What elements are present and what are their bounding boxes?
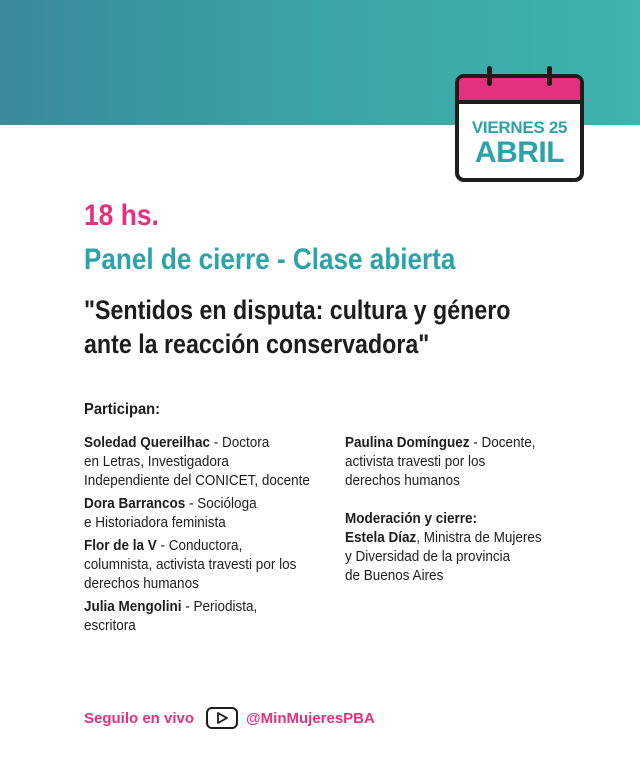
calendar-day: VIERNES 25 [471, 118, 568, 137]
participant-name: Dora Barrancos [84, 495, 186, 512]
participant-desc: columnista, activista travesti por los [84, 556, 297, 573]
participant-desc: - Socióloga [185, 495, 257, 512]
participants-label: Participan: [84, 401, 161, 418]
participant-desc: e Historiadora feminista [84, 514, 226, 531]
participant-paulina [345, 433, 585, 490]
participant-desc: derechos humanos [345, 472, 460, 489]
calendar-ring-right [547, 66, 552, 86]
calendar-icon [455, 74, 584, 182]
participant-name: Soledad Quereilhac [84, 434, 211, 451]
footer [84, 704, 375, 732]
calendar-header-bar [459, 78, 580, 104]
calendar-month: ABRIL [474, 136, 565, 169]
participant-flor [84, 536, 334, 593]
participant-name: Flor de la V [84, 537, 157, 554]
event-time: 18 hs. [84, 199, 159, 232]
participant-julia [84, 597, 334, 635]
participant-desc: en Letras, Investigadora [84, 453, 229, 470]
participant-soledad [84, 433, 334, 490]
participant-desc: Independiente del CONICET, docente [84, 472, 310, 489]
follow-live-text: Seguilo en vivo [84, 709, 195, 727]
moderator-name: Estela Díaz [345, 529, 417, 546]
moderator-desc: , Ministra de Mujeres [416, 529, 542, 546]
moderator [345, 528, 585, 585]
panel-title: Panel de cierre - Clase abierta [84, 243, 456, 276]
moderator-desc: de Buenos Aires [345, 567, 444, 584]
participant-desc: - Doctora [210, 434, 270, 451]
moderator-desc: y Diversidad de la provincia [345, 548, 511, 565]
participant-desc: derechos humanos [84, 575, 199, 592]
participant-name: Paulina Domínguez [345, 434, 470, 451]
participant-dora [84, 494, 334, 532]
play-icon[interactable] [206, 707, 238, 729]
participants-list-left [84, 433, 334, 639]
participants-list-right [345, 433, 585, 585]
participant-desc: - Conductora, [156, 537, 243, 554]
calendar-ring-left [487, 66, 492, 86]
participant-name: Julia Mengolini [84, 598, 182, 615]
event-title-line-1: "Sentidos en disputa: cultura y género [84, 295, 511, 325]
participant-desc: activista travesti por los [345, 453, 486, 470]
event-title-line-2: ante la reacción conservadora" [84, 329, 430, 359]
participant-desc: - Docente, [469, 434, 536, 451]
event-title [84, 293, 510, 361]
participant-desc: - Periodista, [181, 598, 258, 615]
moderation-label: Moderación y cierre: [345, 510, 478, 527]
participant-desc: escritora [84, 617, 136, 634]
social-handle[interactable]: @MinMujeresPBA [246, 709, 375, 727]
